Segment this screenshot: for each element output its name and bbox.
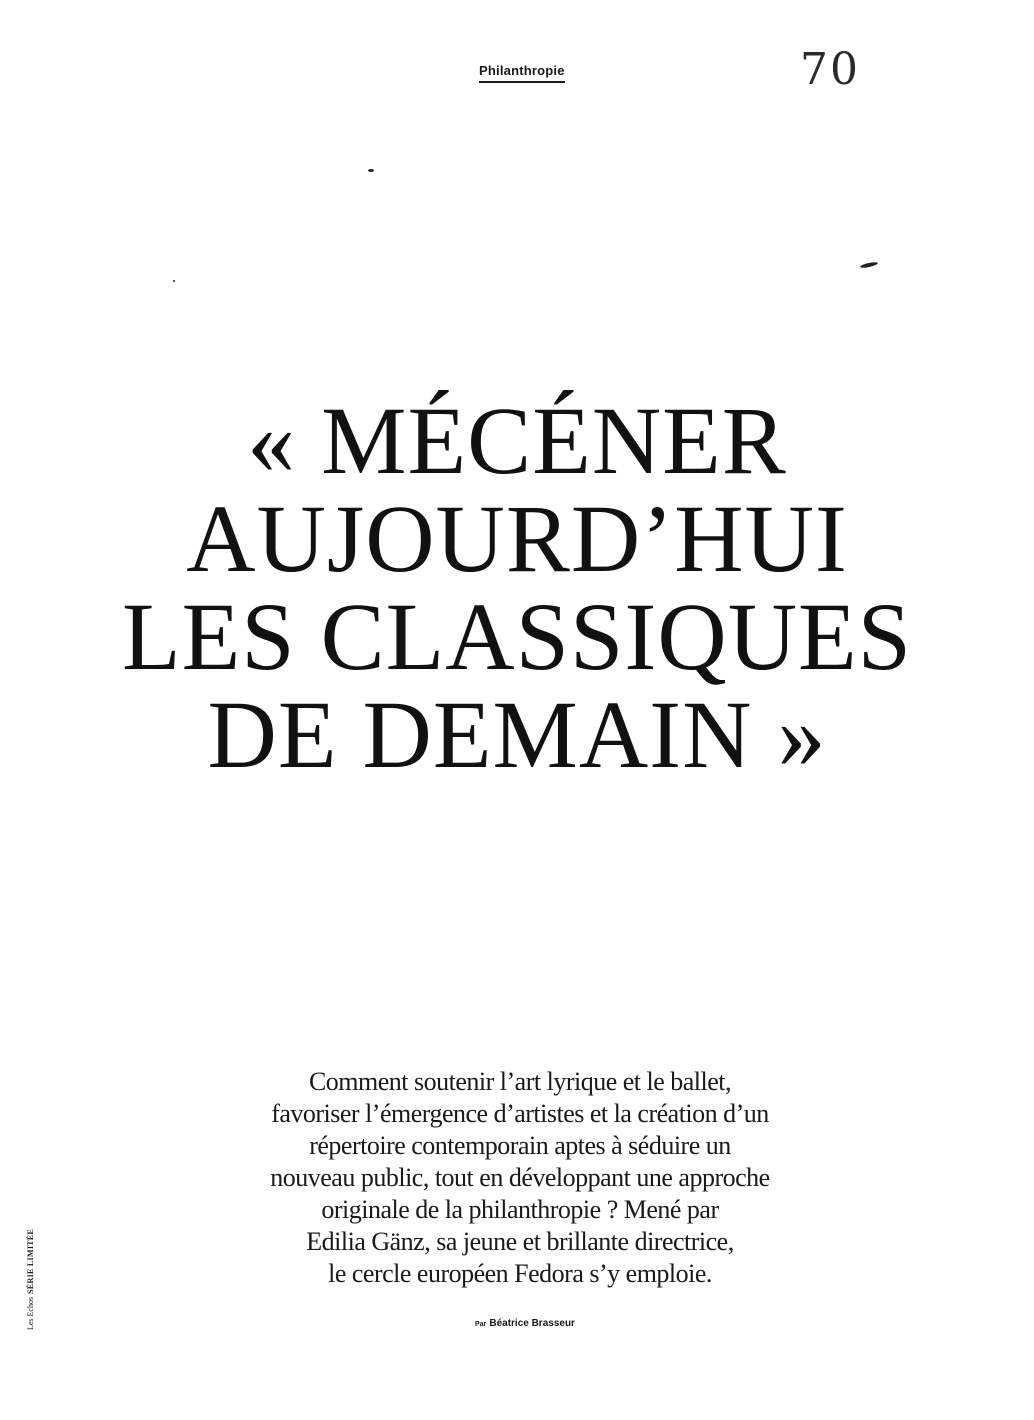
- standfirst-line: le cercle européen Fedora s’y emploie.: [328, 1259, 712, 1288]
- standfirst-line: nouveau public, tout en développant une approche: [270, 1163, 770, 1192]
- headline: [0, 387, 1034, 788]
- print-speck: [368, 169, 374, 172]
- byline-prefix: Par: [475, 1321, 487, 1328]
- headline-line: AUJOURD’HUI: [186, 485, 848, 592]
- page-number: 70: [800, 44, 860, 95]
- publication-side-label: [26, 1229, 35, 1330]
- publication-brand: Les Echos: [26, 1296, 35, 1330]
- headline-line: « MÉCÉNER: [247, 387, 787, 494]
- publication-series: SÉRIE LIMITÉE: [26, 1228, 35, 1294]
- section-rubric: Philanthropie: [479, 63, 565, 83]
- print-speck: [173, 280, 175, 282]
- print-speck: [860, 261, 878, 269]
- standfirst-line: favoriser l’émergence d’artistes et la création d’un: [271, 1099, 769, 1128]
- standfirst-line: Edilia Gänz, sa jeune et brillante directrice,: [306, 1227, 734, 1256]
- standfirst-line: originale de la philanthropie ? Mené par: [321, 1195, 719, 1224]
- standfirst: [230, 1066, 810, 1290]
- standfirst-line: Comment soutenir l’art lyrique et le ballet,: [308, 1067, 732, 1096]
- headline-line: DE DEMAIN »: [207, 681, 827, 788]
- byline-author: Béatrice Brasseur: [489, 1318, 575, 1329]
- standfirst-line: répertoire contemporain aptes à séduire un: [309, 1131, 731, 1160]
- headline-line: LES CLASSIQUES: [121, 583, 913, 690]
- byline: [0, 1318, 1034, 1329]
